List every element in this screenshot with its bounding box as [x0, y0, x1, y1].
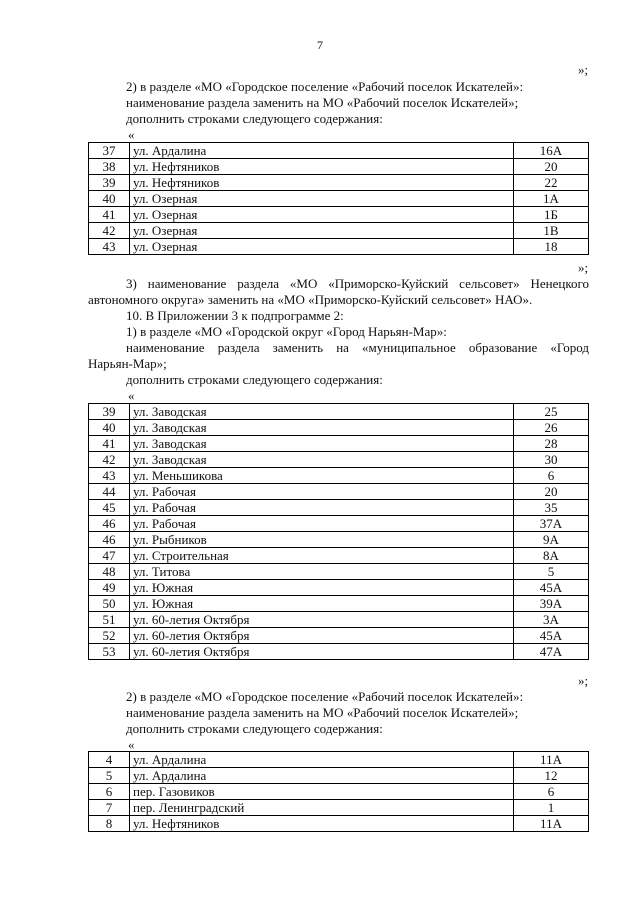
house-number-cell: 20	[514, 484, 589, 500]
table-row	[89, 752, 589, 768]
row-number-cell: 39	[89, 175, 130, 191]
table-row	[89, 239, 589, 255]
house-number-cell: 16А	[514, 143, 589, 159]
house-number-cell: 28	[514, 436, 589, 452]
row-number-cell: 46	[89, 532, 130, 548]
table-row	[89, 404, 589, 420]
house-number-cell: 5	[514, 564, 589, 580]
row-number-cell: 53	[89, 644, 130, 660]
street-cell: ул. Рыбников	[130, 532, 514, 548]
street-cell: ул. Нефтяников	[130, 816, 514, 832]
house-number-cell: 1В	[514, 223, 589, 239]
row-number-cell: 45	[89, 500, 130, 516]
table-row	[89, 516, 589, 532]
table-row	[89, 596, 589, 612]
table-row	[89, 207, 589, 223]
address-table	[88, 142, 589, 255]
row-number-cell: 4	[89, 752, 130, 768]
row-number-cell: 41	[89, 436, 130, 452]
street-cell: ул. Заводская	[130, 420, 514, 436]
closing-quote: »;	[578, 260, 589, 275]
house-number-cell: 45А	[514, 628, 589, 644]
house-number-cell: 8А	[514, 548, 589, 564]
street-cell: ул. Ардалина	[130, 768, 514, 784]
table-row	[89, 800, 589, 816]
paragraph-line: 3) наименование раздела «МО «Приморско-Куйский сельсовет» Ненецкого	[126, 276, 589, 291]
street-cell: ул. Озерная	[130, 207, 514, 223]
street-cell: ул. 60-летия Октября	[130, 628, 514, 644]
address-table	[88, 403, 589, 660]
table-row	[89, 175, 589, 191]
house-number-cell: 1А	[514, 191, 589, 207]
street-cell: ул. Озерная	[130, 223, 514, 239]
street-cell: ул. Озерная	[130, 191, 514, 207]
street-cell: ул. Заводская	[130, 452, 514, 468]
page-number: 7	[317, 38, 323, 52]
table-row	[89, 612, 589, 628]
street-cell: ул. Озерная	[130, 239, 514, 255]
opening-quote: «	[128, 737, 135, 752]
row-number-cell: 47	[89, 548, 130, 564]
house-number-cell: 20	[514, 159, 589, 175]
table-row	[89, 548, 589, 564]
address-table	[88, 751, 589, 832]
row-number-cell: 42	[89, 223, 130, 239]
house-number-cell: 6	[514, 468, 589, 484]
table-row	[89, 628, 589, 644]
row-number-cell: 7	[89, 800, 130, 816]
row-number-cell: 46	[89, 516, 130, 532]
street-cell: ул. Меньшикова	[130, 468, 514, 484]
table-row	[89, 580, 589, 596]
street-cell: ул. Нефтяников	[130, 159, 514, 175]
street-cell: ул. Строительная	[130, 548, 514, 564]
row-number-cell: 48	[89, 564, 130, 580]
paragraph-line: дополнить строками следующего содержания:	[126, 721, 383, 736]
house-number-cell: 22	[514, 175, 589, 191]
row-number-cell: 43	[89, 468, 130, 484]
house-number-cell: 26	[514, 420, 589, 436]
table-row	[89, 564, 589, 580]
street-cell: ул. Титова	[130, 564, 514, 580]
house-number-cell: 11А	[514, 752, 589, 768]
row-number-cell: 44	[89, 484, 130, 500]
paragraph-line: наименование раздела заменить на МО «Рабочий поселок Искателей»;	[126, 705, 519, 720]
paragraph-line: Нарьян-Мар»;	[88, 356, 167, 371]
paragraph-line: автономного округа» заменить на «МО «Приморско-Куйский сельсовет» НАО».	[88, 292, 533, 307]
closing-quote: »;	[578, 673, 589, 688]
house-number-cell: 30	[514, 452, 589, 468]
street-cell: ул. Рабочая	[130, 500, 514, 516]
row-number-cell: 6	[89, 784, 130, 800]
street-cell: пер. Ленинградский	[130, 800, 514, 816]
row-number-cell: 39	[89, 404, 130, 420]
paragraph-line: 2) в разделе «МО «Городское поселение «Рабочий поселок Искателей»:	[126, 689, 524, 704]
house-number-cell: 18	[514, 239, 589, 255]
row-number-cell: 51	[89, 612, 130, 628]
street-cell: ул. 60-летия Октября	[130, 644, 514, 660]
house-number-cell: 35	[514, 500, 589, 516]
house-number-cell: 11А	[514, 816, 589, 832]
row-number-cell: 41	[89, 207, 130, 223]
table-row	[89, 420, 589, 436]
row-number-cell: 42	[89, 452, 130, 468]
house-number-cell: 39А	[514, 596, 589, 612]
row-number-cell: 8	[89, 816, 130, 832]
table-row	[89, 143, 589, 159]
street-cell: ул. Нефтяников	[130, 175, 514, 191]
row-number-cell: 37	[89, 143, 130, 159]
row-number-cell: 43	[89, 239, 130, 255]
closing-quote: »;	[578, 62, 589, 77]
street-cell: ул. Рабочая	[130, 516, 514, 532]
house-number-cell: 45А	[514, 580, 589, 596]
opening-quote: «	[128, 388, 135, 403]
paragraph-line: 1) в разделе «МО «Городской округ «Город Нарьян-Мар»:	[126, 324, 447, 339]
table-row	[89, 768, 589, 784]
house-number-cell: 25	[514, 404, 589, 420]
house-number-cell: 12	[514, 768, 589, 784]
paragraph-line: 2) в разделе «МО «Городское поселение «Рабочий поселок Искателей»:	[126, 79, 524, 94]
street-cell: ул. Южная	[130, 596, 514, 612]
street-cell: пер. Газовиков	[130, 784, 514, 800]
row-number-cell: 5	[89, 768, 130, 784]
table-row	[89, 784, 589, 800]
street-cell: ул. 60-летия Октября	[130, 612, 514, 628]
house-number-cell: 9А	[514, 532, 589, 548]
table-row	[89, 468, 589, 484]
table-row	[89, 644, 589, 660]
table-row	[89, 484, 589, 500]
street-cell: ул. Южная	[130, 580, 514, 596]
row-number-cell: 40	[89, 191, 130, 207]
table-row	[89, 223, 589, 239]
house-number-cell: 6	[514, 784, 589, 800]
row-number-cell: 50	[89, 596, 130, 612]
paragraph-line: наименование раздела заменить на МО «Рабочий поселок Искателей»;	[126, 95, 519, 110]
table-row	[89, 816, 589, 832]
paragraph-line: 10. В Приложении 3 к подпрограмме 2:	[126, 308, 344, 323]
table-row	[89, 436, 589, 452]
street-cell: ул. Ардалина	[130, 752, 514, 768]
house-number-cell: 37А	[514, 516, 589, 532]
row-number-cell: 49	[89, 580, 130, 596]
opening-quote: «	[128, 127, 135, 142]
paragraph-line: наименование раздела заменить на «муниципальное образование «Город	[126, 340, 589, 355]
street-cell: ул. Ардалина	[130, 143, 514, 159]
house-number-cell: 3А	[514, 612, 589, 628]
table-row	[89, 159, 589, 175]
paragraph-line: дополнить строками следующего содержания:	[126, 111, 383, 126]
house-number-cell: 1	[514, 800, 589, 816]
row-number-cell: 52	[89, 628, 130, 644]
table-row	[89, 191, 589, 207]
paragraph-line: дополнить строками следующего содержания:	[126, 372, 383, 387]
table-row	[89, 452, 589, 468]
row-number-cell: 40	[89, 420, 130, 436]
row-number-cell: 38	[89, 159, 130, 175]
street-cell: ул. Заводская	[130, 436, 514, 452]
table-row	[89, 532, 589, 548]
table-row	[89, 500, 589, 516]
street-cell: ул. Заводская	[130, 404, 514, 420]
house-number-cell: 1Б	[514, 207, 589, 223]
street-cell: ул. Рабочая	[130, 484, 514, 500]
house-number-cell: 47А	[514, 644, 589, 660]
